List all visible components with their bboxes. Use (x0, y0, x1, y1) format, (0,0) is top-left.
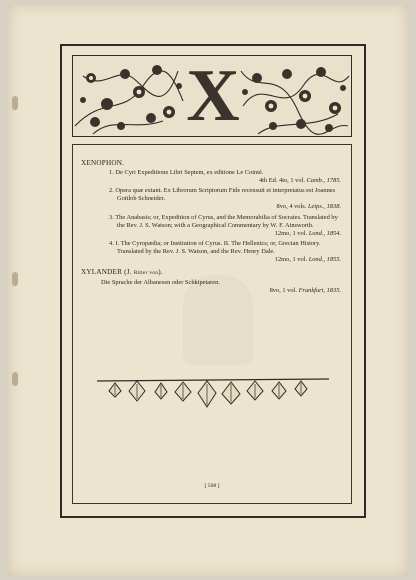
catalog-entry (81, 169, 343, 185)
binding-hole (12, 272, 18, 286)
catalog-entry (81, 214, 343, 238)
entry-title: 1. De Cyri Expeditione Libri Septem, ex editione Le Cointé. (109, 169, 264, 177)
entry-publication: 12mo, 1 vol. Lond., 1855. (274, 256, 341, 264)
ivy-leaf-ornament (95, 373, 331, 411)
entry-publication: 12mo, 1 vol. Lond., 1854. (274, 229, 341, 237)
catalog-entries (81, 159, 343, 295)
catalog-entry (81, 187, 343, 211)
page-number: [ 568 ] (204, 483, 220, 489)
author-heading: XYLANDER (J. Ritter von). (81, 268, 163, 277)
catalog-entry (81, 279, 343, 295)
decorative-header (72, 55, 352, 137)
entry-title: Die Sprache der Albanesen oder Schkipetaren. (101, 279, 220, 287)
entry-title: 4. I. The Cyropædia; or Institution of Cyrus. II. The Hellenics; or, Grecian History. Translated by the Rev. J. S. Watson, and the Rev. Henry Dale. (109, 239, 321, 255)
book-page (8, 4, 408, 576)
entry-publication: 4th Ed. 4to, 1 vol. Camb., 1785. (258, 177, 341, 185)
entry-publication: 8vo, 1 vol. Frankfurt, 1835. (269, 287, 341, 295)
binding-hole (12, 372, 18, 386)
page-border (60, 44, 366, 518)
drop-cap-initial: X (186, 55, 240, 137)
entry-title: 3. The Anabasis; or, Expedition of Cyrus, and the Memorabilia of Socrates. Translated by the Rev. J. S. Watson; with a Geographical Commentary by W. F. Ainsworth. (109, 213, 338, 229)
text-frame (72, 144, 352, 504)
author-heading: XENOPHON. (81, 159, 125, 167)
entry-title: 2. Opera quæ extant. Ex Librorum Scriptorum Fide recensuit et interpretatus est Joannes Gottlob Schneider. (109, 187, 336, 203)
binding-hole (12, 96, 18, 110)
entry-publication: 8vo, 4 vols. Leips., 1838. (276, 203, 341, 211)
catalog-entry (81, 240, 343, 264)
